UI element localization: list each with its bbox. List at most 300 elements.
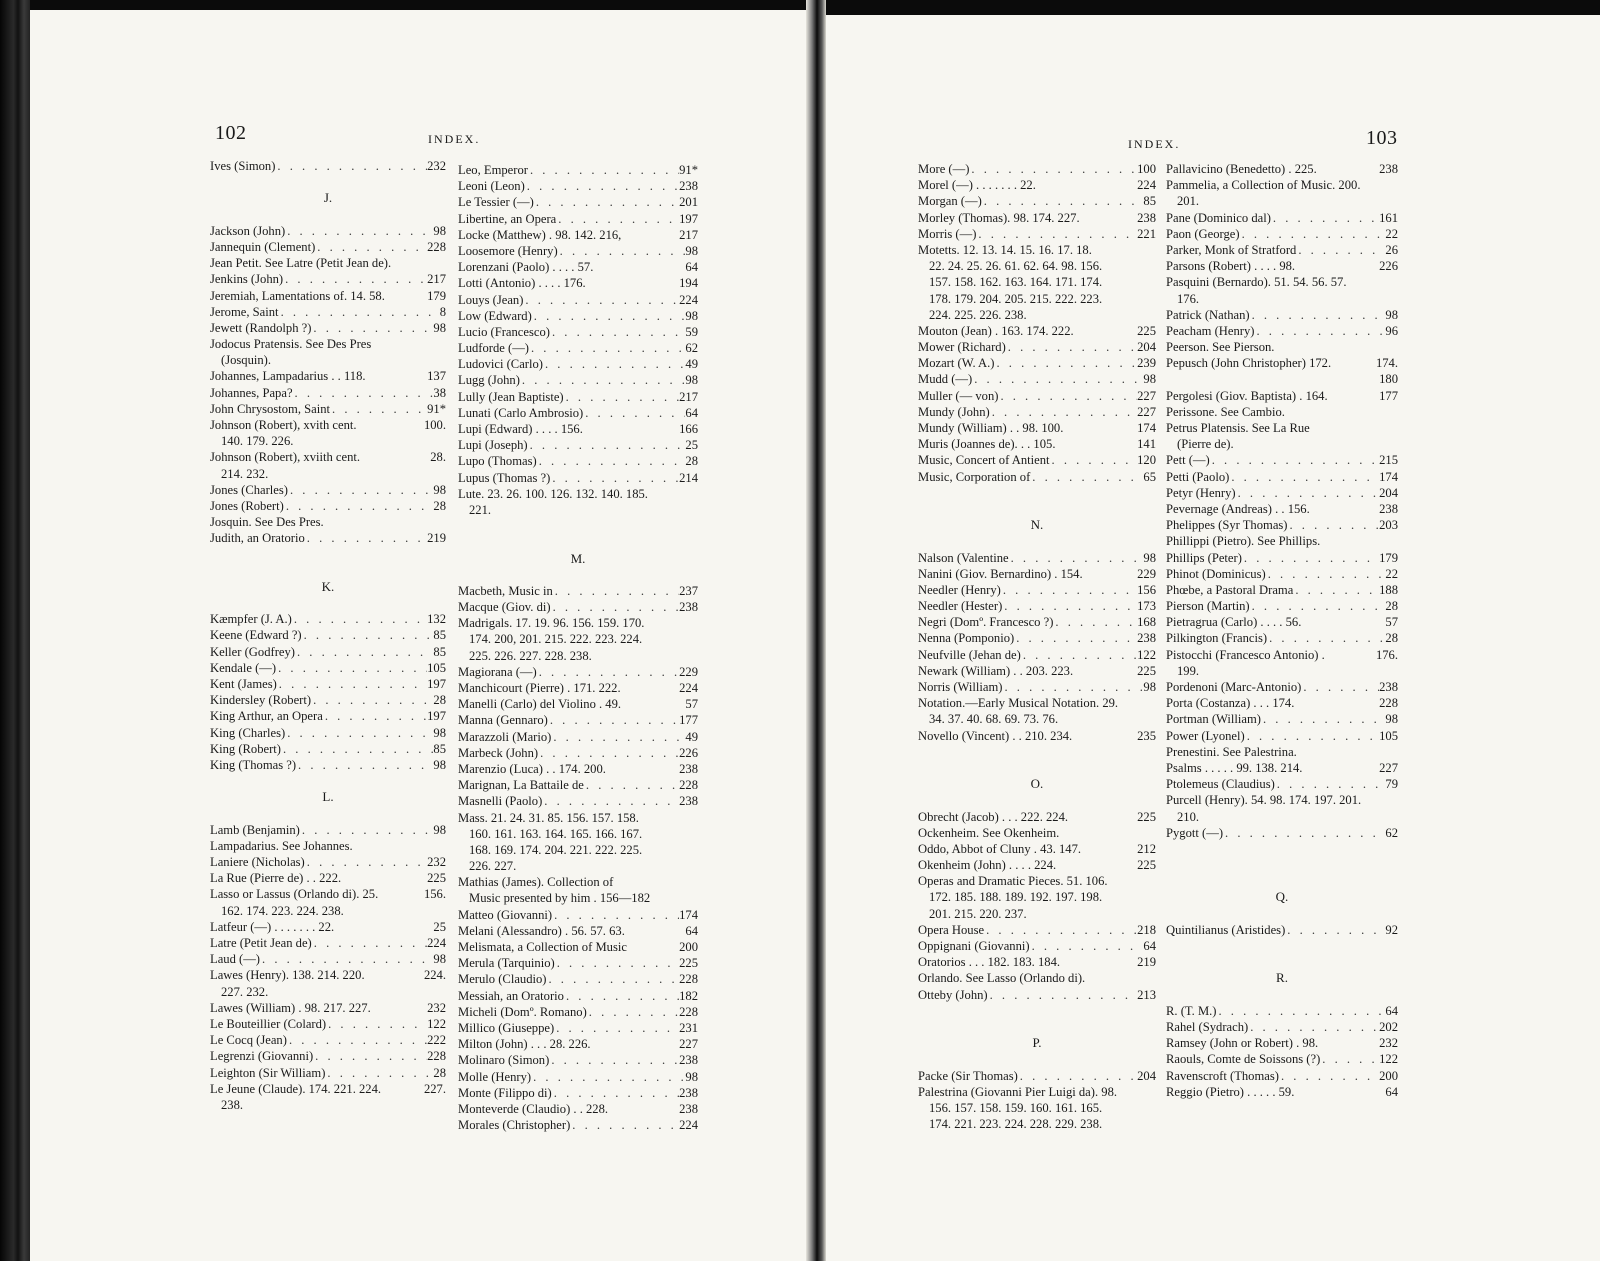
index-entry-pages: 227 bbox=[1379, 760, 1398, 775]
index-entry bbox=[210, 1081, 446, 1097]
index-entry-pages: 174 bbox=[1137, 421, 1156, 435]
index-entry-pages: 141 bbox=[1137, 437, 1156, 452]
dot-leader bbox=[1254, 323, 1385, 339]
index-entry bbox=[458, 211, 698, 227]
index-entry-name: Milton (John) . . . 28. 226. bbox=[458, 1037, 591, 1052]
index-entry bbox=[210, 725, 446, 741]
index-entry-name: Porta (Costanza) . . . 174. bbox=[1166, 696, 1295, 711]
index-entry-name: Lawes (William) . 98. 217. 227. bbox=[210, 1000, 371, 1015]
index-entry bbox=[918, 177, 1156, 193]
left-page bbox=[30, 10, 806, 1261]
index-entry bbox=[210, 660, 446, 676]
book-gutter bbox=[806, 0, 826, 1261]
index-entry bbox=[918, 582, 1156, 598]
index-entry-pages: 224 bbox=[679, 681, 698, 695]
index-entry bbox=[210, 1032, 446, 1048]
index-entry-continuation: 176. bbox=[1177, 291, 1200, 306]
dot-leader bbox=[551, 599, 680, 615]
index-entry-name: Newark (William) . . 203. 223. bbox=[918, 663, 1074, 678]
index-entry-pages: 28 bbox=[1385, 631, 1398, 646]
spacer bbox=[1166, 938, 1398, 954]
index-entry-pages: 225 bbox=[427, 871, 446, 886]
index-entry-pages: 177 bbox=[1379, 388, 1398, 403]
index-entry-name: Ludforde (—) bbox=[458, 341, 529, 356]
index-entry-name: Manchicourt (Pierre) . 171. 222. bbox=[458, 681, 621, 695]
index-entry-name: Le Tessier (—) bbox=[458, 195, 534, 210]
index-entry bbox=[458, 777, 698, 793]
index-entry-name: Kindersley (Robert) bbox=[210, 693, 312, 708]
dot-leader bbox=[1072, 728, 1137, 744]
index-entry-pages: 166 bbox=[679, 422, 698, 436]
index-entry-pages: 238 bbox=[1379, 501, 1398, 516]
index-entry-continuation: 224. 225. 226. 238. bbox=[929, 307, 1027, 322]
index-entry bbox=[918, 420, 1156, 436]
dot-leader bbox=[1245, 728, 1379, 744]
index-entry bbox=[210, 692, 446, 708]
index-entry-name: Pane (Dominico dal) bbox=[1166, 210, 1271, 225]
index-entry-name: Ramsey (John or Robert) . 98. bbox=[1166, 1036, 1319, 1051]
dot-leader bbox=[1068, 809, 1137, 825]
index-entry-continuation: 225. 226. 227. 228. 238. bbox=[469, 648, 592, 663]
index-entry-name: Obrecht (Jacob) . . . 222. 224. bbox=[918, 809, 1069, 824]
spacer bbox=[210, 806, 446, 822]
index-entry-name: Johannes, Lampadarius . . 118. bbox=[210, 369, 366, 384]
index-entry-name: Pett (—) bbox=[1166, 453, 1210, 468]
index-entry-name: Monte (Filippo di) bbox=[458, 1085, 552, 1100]
index-entry-pages: 197 bbox=[427, 677, 446, 691]
index-entry-pages: 98 bbox=[433, 822, 446, 837]
index-entry-pages: 225 bbox=[1137, 323, 1156, 338]
dot-leader bbox=[1267, 630, 1385, 646]
index-entry-pages: 237 bbox=[679, 583, 698, 598]
dot-leader bbox=[281, 741, 433, 757]
dot-leader bbox=[323, 708, 427, 724]
index-entry bbox=[1166, 1035, 1398, 1051]
index-entry bbox=[210, 1048, 446, 1064]
dot-leader bbox=[1030, 469, 1143, 485]
index-entry bbox=[918, 679, 1156, 695]
index-entry-name: Kendale (—) bbox=[210, 660, 277, 675]
dot-leader bbox=[1030, 938, 1144, 954]
index-entry bbox=[1166, 355, 1398, 371]
index-entry-pages: 238 bbox=[679, 179, 698, 194]
index-entry bbox=[918, 614, 1156, 630]
index-entry-name: Lotti (Antonio) . . . . 176. bbox=[458, 276, 586, 291]
index-entry-pages: 122 bbox=[1137, 647, 1156, 662]
index-entry bbox=[1166, 550, 1398, 566]
index-entry bbox=[1166, 501, 1398, 517]
index-entry-name: Johannes, Papa? bbox=[210, 385, 293, 400]
index-entry-pages: 64 bbox=[685, 923, 698, 938]
dot-leader bbox=[1074, 323, 1137, 339]
index-entry bbox=[210, 967, 446, 983]
dot-leader bbox=[627, 939, 679, 955]
dot-leader bbox=[1250, 307, 1386, 323]
index-entry bbox=[918, 355, 1156, 371]
index-entry bbox=[210, 482, 446, 498]
dot-leader bbox=[621, 227, 679, 243]
dot-leader bbox=[285, 725, 433, 741]
index-entry-name: Otteby (John) bbox=[918, 987, 988, 1002]
dot-leader bbox=[371, 1000, 427, 1016]
index-entry-pages: 98 bbox=[1385, 712, 1398, 727]
index-entry-text: Orlando. See Lasso (Orlando di). bbox=[918, 971, 1086, 986]
index-entry bbox=[1166, 728, 1398, 744]
dot-leader bbox=[284, 498, 434, 514]
index-entry bbox=[918, 663, 1156, 679]
index-entry-continuation: (Josquin). bbox=[221, 353, 272, 368]
index-entry bbox=[458, 389, 698, 405]
index-entry bbox=[918, 566, 1156, 582]
index-entry bbox=[1166, 825, 1398, 841]
index-entry-pages: 98 bbox=[433, 482, 446, 497]
index-entry-pages: 57 bbox=[1385, 615, 1398, 630]
index-entry-continuation: 214. 232. bbox=[221, 466, 269, 481]
index-entry-name: Mudd (—) bbox=[918, 372, 973, 387]
index-entry-pages: 64 bbox=[1385, 1084, 1398, 1099]
index-entry bbox=[918, 987, 1156, 1003]
index-entry-name: Kæmpfer (J. A.) bbox=[210, 612, 292, 627]
index-entry-pages: 64 bbox=[1385, 1003, 1398, 1018]
index-entry-name: Reggio (Pietro) . . . . . 59. bbox=[1166, 1084, 1295, 1099]
index-entry-name: Lugg (John) bbox=[458, 373, 520, 388]
index-entry-pages: 200 bbox=[1379, 1068, 1398, 1083]
index-entry-name: Parsons (Robert) . . . . 98. bbox=[1166, 259, 1296, 274]
index-column-left-1 bbox=[210, 158, 446, 1113]
dot-leader bbox=[1295, 258, 1379, 274]
index-entry-pages: 219 bbox=[1137, 955, 1156, 970]
index-entry-name: Nanini (Giov. Bernardino) . 154. bbox=[918, 566, 1083, 581]
index-entry-pages: 194 bbox=[679, 276, 698, 291]
index-entry-name: Phelippes (Syr Thomas) bbox=[1166, 518, 1288, 533]
index-entry-pages: 62 bbox=[1385, 825, 1398, 840]
index-entry bbox=[210, 627, 446, 643]
dot-leader bbox=[1294, 695, 1379, 711]
index-entry-name: Phinot (Dominicus) bbox=[1166, 566, 1266, 581]
dot-leader bbox=[1328, 388, 1380, 404]
index-entry-pages: 197 bbox=[427, 709, 446, 724]
index-entry-pages: 197 bbox=[679, 211, 698, 226]
index-entry-pages: 226 bbox=[679, 745, 698, 760]
index-entry-pages: 120 bbox=[1137, 453, 1156, 468]
index-entry-pages: 217 bbox=[679, 389, 698, 404]
index-entry-pages: 122 bbox=[427, 1016, 446, 1031]
index-entry-pages: 238 bbox=[679, 1085, 698, 1100]
index-entry-pages: 62 bbox=[685, 341, 698, 356]
index-entry-pages: 231 bbox=[679, 1020, 698, 1035]
index-entry-pages: 174 bbox=[1379, 469, 1398, 484]
index-entry-name: Peacham (Henry) bbox=[1166, 323, 1255, 338]
dot-leader bbox=[300, 822, 434, 838]
index-entry-pages: 214 bbox=[679, 470, 698, 485]
dot-leader bbox=[276, 660, 427, 676]
index-entry bbox=[458, 680, 698, 696]
index-entry bbox=[458, 1085, 698, 1101]
index-entry-name: Morley (Thomas). 98. 174. 227. bbox=[918, 210, 1080, 225]
index-entry bbox=[458, 259, 698, 275]
index-entry-name: Lamb (Benjamin) bbox=[210, 822, 300, 837]
index-entry-name: Pistocchi (Francesco Antonio) . bbox=[1166, 647, 1325, 662]
index-entry-pages: 229 bbox=[1137, 566, 1156, 581]
index-entry-name: John Chrysostom, Saint bbox=[210, 401, 331, 416]
index-entry bbox=[918, 922, 1156, 938]
index-entry-pages: 182 bbox=[679, 988, 698, 1003]
dot-leader bbox=[1285, 922, 1385, 938]
index-entry-name: Le Bouteillier (Colard) bbox=[210, 1016, 327, 1031]
index-entry bbox=[210, 757, 446, 773]
dot-leader bbox=[1248, 1019, 1379, 1035]
index-entry-name: Johnson (Robert), xviith cent. bbox=[210, 450, 361, 465]
dot-leader bbox=[625, 923, 686, 939]
dot-leader bbox=[529, 340, 685, 356]
index-entry bbox=[918, 857, 1156, 873]
index-entry bbox=[1166, 307, 1398, 323]
index-entry-text: Ockenheim. See Okenheim. bbox=[918, 825, 1060, 840]
spacer bbox=[1166, 841, 1398, 857]
index-entry-name: Masnelli (Paolo) bbox=[458, 794, 543, 809]
section-letter-heading: M. bbox=[570, 550, 586, 566]
index-entry-pages: 213 bbox=[1137, 987, 1156, 1002]
dot-leader bbox=[1293, 582, 1379, 598]
index-entry bbox=[458, 923, 698, 939]
index-entry-pages: 179 bbox=[1379, 550, 1398, 565]
index-entry-name: Ives (Simon) bbox=[210, 159, 276, 173]
dot-leader bbox=[531, 1069, 685, 1085]
index-entry bbox=[458, 372, 698, 388]
dot-leader bbox=[587, 1004, 679, 1020]
spacer bbox=[918, 744, 1156, 760]
index-entry-text: Lampadarius. See Johannes. bbox=[210, 838, 353, 853]
index-entry-name: King (Charles) bbox=[210, 725, 286, 740]
spacer bbox=[210, 547, 446, 563]
index-entry-name: Patrick (Nathan) bbox=[1166, 307, 1250, 322]
dot-leader bbox=[1261, 711, 1385, 727]
spacer bbox=[210, 595, 446, 611]
index-entry-name: Legrenzi (Giovanni) bbox=[210, 1049, 314, 1064]
index-entry-pages: 228 bbox=[679, 972, 698, 987]
index-entry-pages: 8 bbox=[439, 304, 446, 319]
index-column-left-2 bbox=[458, 162, 698, 1133]
index-entry-name: Kent (James) bbox=[210, 677, 277, 691]
index-entry bbox=[458, 243, 698, 259]
dot-leader bbox=[1318, 1035, 1379, 1051]
dot-leader bbox=[1073, 663, 1137, 679]
index-entry-name: Phillips (Peter) bbox=[1166, 550, 1242, 565]
dot-leader bbox=[293, 385, 434, 401]
index-entry-name: Quintilianus (Aristides) bbox=[1166, 922, 1286, 937]
index-entry-name: Melismata, a Collection of Music bbox=[458, 940, 627, 954]
index-entry-name: Rahel (Sydrach) bbox=[1166, 1019, 1249, 1034]
index-entry bbox=[1166, 760, 1398, 776]
dot-leader bbox=[1310, 501, 1379, 517]
index-entry bbox=[1166, 161, 1398, 177]
index-entry-continuation: Music presented by him . 156—182 bbox=[469, 891, 651, 906]
index-entry-pages: 173 bbox=[1137, 599, 1156, 614]
index-entry bbox=[210, 741, 446, 757]
index-entry-pages: 204 bbox=[1379, 485, 1398, 500]
index-entry-text: Perissone. See Cambio. bbox=[1166, 404, 1285, 419]
index-entry-pages: 204 bbox=[1137, 340, 1156, 355]
index-entry-name: Psalms . . . . . 99. 138. 214. bbox=[1166, 760, 1303, 775]
index-entry-continuation: 162. 174. 223. 224. 238. bbox=[221, 903, 344, 918]
index-entry-pages: 232 bbox=[427, 159, 446, 173]
dot-leader bbox=[1302, 760, 1379, 776]
dot-leader bbox=[1271, 210, 1379, 226]
index-entry bbox=[1166, 420, 1398, 436]
index-entry-pages: 26 bbox=[1385, 242, 1398, 257]
index-entry-pages: 22 bbox=[1385, 226, 1398, 241]
dot-leader bbox=[1331, 355, 1376, 371]
index-entry-pages: 212 bbox=[1137, 841, 1156, 856]
dot-leader bbox=[552, 907, 679, 923]
index-column-right-1 bbox=[918, 161, 1156, 1132]
index-entry-pages: 174 bbox=[679, 907, 698, 922]
index-entry-text: Peerson. See Pierson. bbox=[1166, 340, 1275, 355]
dot-leader bbox=[279, 304, 440, 320]
index-entry bbox=[210, 401, 446, 417]
index-entry-pages: 215 bbox=[1379, 453, 1398, 468]
dot-leader bbox=[972, 371, 1143, 387]
dot-leader bbox=[583, 421, 679, 437]
index-entry-continuation: 157. 158. 162. 163. 164. 171. 174. bbox=[929, 275, 1103, 290]
dot-leader bbox=[1301, 614, 1385, 630]
index-entry-pages: 100 bbox=[1137, 162, 1156, 176]
dot-leader bbox=[982, 193, 1144, 209]
index-entry-pages: 105 bbox=[1379, 728, 1398, 743]
index-entry-name: Matteo (Giovanni) bbox=[458, 907, 553, 922]
index-entry-pages: 161 bbox=[1379, 210, 1398, 225]
index-entry-pages: 219 bbox=[427, 531, 446, 546]
spacer bbox=[1166, 857, 1398, 873]
index-entry-continuation: 168. 169. 174. 204. 221. 222. 225. bbox=[469, 842, 643, 857]
index-entry-pages: 132 bbox=[427, 612, 446, 627]
index-entry-continuation: 227. 232. bbox=[221, 984, 269, 999]
index-entry bbox=[1166, 388, 1398, 404]
dot-leader bbox=[1288, 517, 1380, 533]
index-entry bbox=[458, 1117, 698, 1133]
index-entry-pages: 227 bbox=[1137, 388, 1156, 403]
index-entry-name: Lully (Jean Baptiste) bbox=[458, 389, 564, 404]
dot-leader bbox=[593, 259, 685, 275]
dot-leader bbox=[606, 761, 679, 777]
index-entry-name: Lawes (Henry). 138. 214. 220. bbox=[210, 968, 365, 983]
index-entry bbox=[458, 308, 698, 324]
index-entry-pages: 174. bbox=[1375, 356, 1398, 371]
dot-leader bbox=[543, 356, 685, 372]
index-entry-pages: 204 bbox=[1137, 1068, 1156, 1083]
dot-leader bbox=[1018, 1068, 1137, 1084]
index-entry bbox=[458, 1069, 698, 1085]
index-entry-name: Low (Edward) bbox=[458, 308, 532, 323]
index-entry-pages: 238 bbox=[1137, 210, 1156, 225]
index-entry-name: Morel (—) . . . . . . . 22. bbox=[918, 178, 1036, 193]
index-entry bbox=[918, 323, 1156, 339]
index-entry-name: Music, Corporation of bbox=[918, 469, 1031, 484]
index-entry-name: Magiorana (—) bbox=[458, 664, 537, 679]
index-entry-pages: 232 bbox=[427, 1000, 446, 1015]
dot-leader bbox=[285, 223, 433, 239]
index-entry-pages: 122 bbox=[1379, 1052, 1398, 1067]
index-entry-pages: 49 bbox=[685, 729, 698, 744]
dot-leader bbox=[366, 368, 428, 384]
spacer bbox=[918, 1051, 1156, 1067]
index-entry bbox=[1166, 242, 1398, 258]
index-entry-pages: 79 bbox=[1385, 777, 1398, 792]
index-entry-pages: 227. bbox=[423, 1081, 446, 1096]
spacer bbox=[458, 567, 698, 583]
dot-leader bbox=[1021, 647, 1137, 663]
dot-leader bbox=[547, 971, 680, 987]
index-entry-pages: 28 bbox=[433, 498, 446, 513]
index-entry-name: Jannequin (Clement) bbox=[210, 239, 316, 254]
dot-leader bbox=[1242, 550, 1379, 566]
index-entry-name: Portman (William) bbox=[1166, 712, 1261, 727]
index-entry-name: Jackson (John) bbox=[210, 223, 286, 238]
index-entry-pages: 224 bbox=[1137, 178, 1156, 193]
index-entry-pages: 25 bbox=[433, 919, 446, 934]
index-entry-pages: 65 bbox=[1143, 469, 1156, 484]
index-entry bbox=[458, 1036, 698, 1052]
index-entry-pages: 98 bbox=[1143, 550, 1156, 565]
index-entry-pages: 201 bbox=[679, 195, 698, 210]
spacer bbox=[918, 1019, 1156, 1035]
index-entry-name: Ptolemeus (Claudius) bbox=[1166, 777, 1275, 792]
index-entry-continuation: 238. bbox=[221, 1097, 244, 1112]
index-entry-name: Power (Lyonel) bbox=[1166, 728, 1245, 743]
index-entry-pages: 28 bbox=[1385, 599, 1398, 614]
index-entry-continuation: 180 bbox=[1379, 372, 1398, 387]
index-entry-name: Le Cocq (Jean) bbox=[210, 1033, 287, 1048]
index-entry bbox=[210, 449, 446, 465]
index-entry-continuation: 178. 179. 204. 205. 215. 222. 223. bbox=[929, 291, 1103, 306]
index-entry-name: Lucio (Francesco) bbox=[458, 324, 550, 339]
index-entry-name: Mozart (W. A.) bbox=[918, 356, 995, 371]
index-entry-name: Pygott (—) bbox=[1166, 825, 1224, 840]
index-entry-name: Merula (Tarquinio) bbox=[458, 956, 555, 971]
index-entry bbox=[458, 1004, 698, 1020]
index-entry-text: Lute. 23. 26. 100. 126. 132. 140. 185. bbox=[458, 486, 648, 501]
index-entry-pages: 57 bbox=[685, 697, 698, 712]
dot-leader bbox=[537, 664, 679, 680]
dot-leader bbox=[1240, 226, 1386, 242]
index-entry-pages: 98 bbox=[1385, 307, 1398, 322]
dot-leader bbox=[334, 919, 433, 935]
index-entry-name: Louys (Jean) bbox=[458, 292, 524, 307]
index-entry-name: Morris (—) bbox=[918, 226, 977, 241]
index-entry bbox=[458, 761, 698, 777]
index-entry-name: Oratorios . . . 182. 183. 184. bbox=[918, 955, 1061, 970]
index-entry-pages: 28 bbox=[685, 454, 698, 469]
index-entry bbox=[210, 417, 446, 433]
index-entry bbox=[1166, 1084, 1398, 1100]
index-entry bbox=[458, 356, 698, 372]
dot-leader bbox=[1050, 452, 1138, 468]
dot-leader bbox=[976, 226, 1137, 242]
dot-leader bbox=[552, 1085, 679, 1101]
index-entry bbox=[1166, 630, 1398, 646]
dot-leader bbox=[277, 676, 427, 692]
index-entry bbox=[918, 436, 1156, 452]
index-entry-pages: 221 bbox=[1137, 226, 1156, 241]
section-letter-heading: J. bbox=[323, 190, 333, 206]
index-entry-pages: 202 bbox=[1379, 1019, 1398, 1034]
dot-leader bbox=[586, 275, 679, 291]
index-entry-name: Molle (Henry) bbox=[458, 1069, 532, 1084]
index-entry bbox=[1166, 323, 1398, 339]
index-entry-pages: 64 bbox=[1143, 939, 1156, 953]
section-letter-heading: P. bbox=[1032, 1035, 1042, 1051]
dot-leader bbox=[1229, 469, 1379, 485]
